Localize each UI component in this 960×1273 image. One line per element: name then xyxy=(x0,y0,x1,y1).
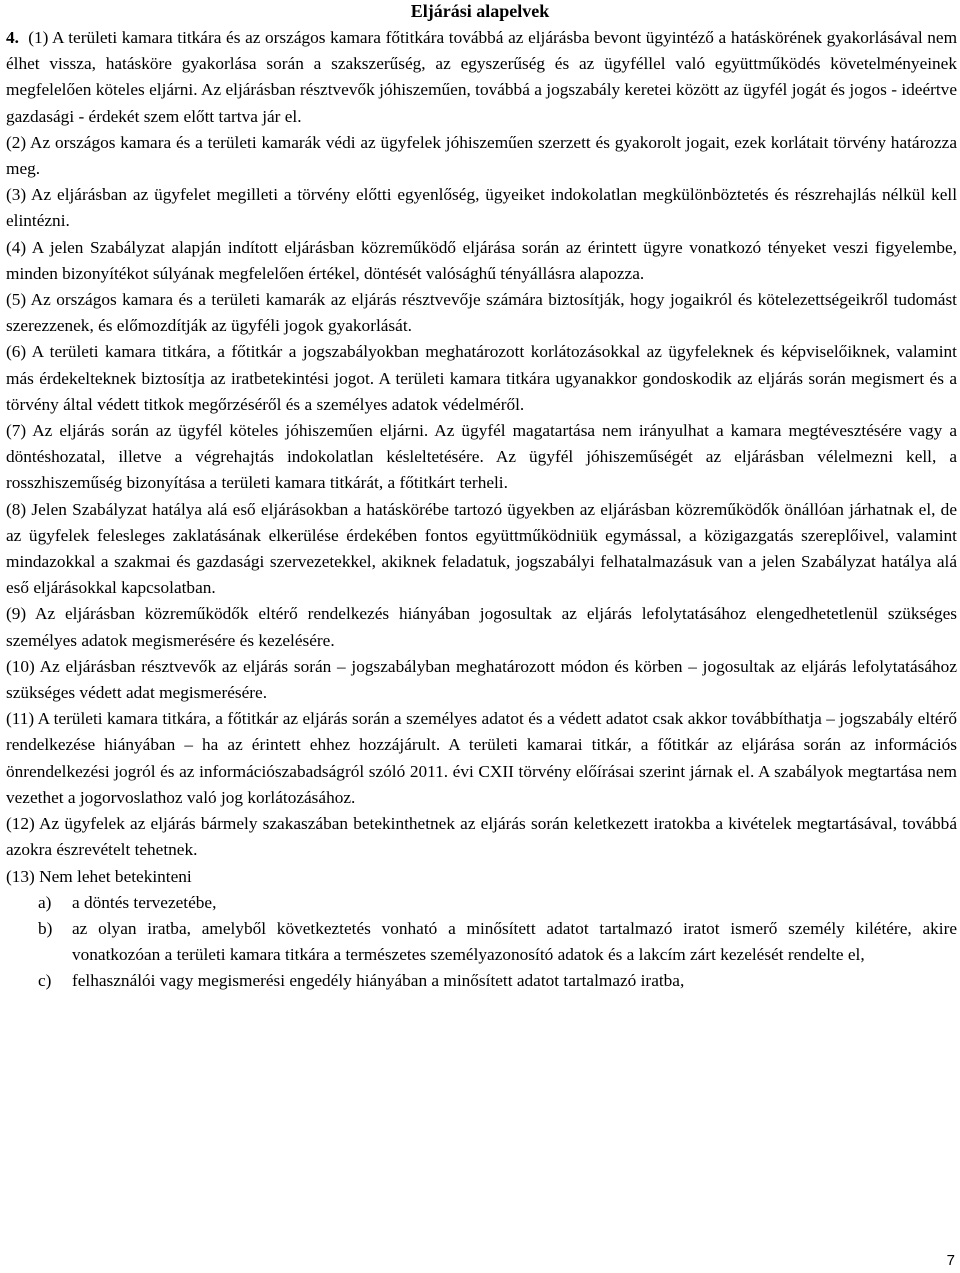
paragraph-13: (13) Nem lehet betekinteni xyxy=(6,866,192,886)
paragraph-10: (10) Az eljárásban résztvevők az eljárás során – jogszabályban meghatározott módon és körben – jogosultak az eljárás lefolytatásához szükséges védett adat megismerésére. xyxy=(6,656,957,703)
paragraph-1-text: (1) A területi kamara titkára és az országos kamara főtitkára továbbá az eljárásba bevont ügyintéző a hatáskörének gyakorlásával nem élhet vissza, hatásköre gyakorlása során a szakszerűség, az egyszerűség és az ügyféllel való együttműködés követelményeinek megfelelően köteles eljárni. Az eljárásban résztvevők jóhiszeműen, továbbá a jogszabály keretei között az ügyfél jogát és jogos - ideértve gazdasági - érdekét szem előtt tartva jár el. xyxy=(6,28,958,126)
paragraph-2: (2) Az országos kamara és a területi kamarák védi az ügyfelek jóhiszeműen szerzett és gyakorolt jogait, ezek korlátait törvény határozza meg. xyxy=(6,132,957,179)
document-body xyxy=(6,25,957,995)
list-item-text: felhasználói vagy megismerési engedély hiányában a minősített adatot tartalmazó iratba, xyxy=(72,971,685,991)
paragraph-9: (9) Az eljárásban közreműködők eltérő rendelkezés hiányában jogosultak az eljárás lefolytatásához elengedhetetlenül szükséges személyes adatok megismerésére és kezelésére. xyxy=(6,604,957,650)
section-number: 4. xyxy=(6,28,19,47)
list-item xyxy=(6,890,957,916)
page-number: 7 xyxy=(946,1252,955,1269)
list-item xyxy=(6,968,957,994)
paragraph-11: (11) A területi kamara titkára, a főtitkár az eljárás során a személyes adatot és a védett adatot csak akkor továbbíthatja – jogszabály eltérő rendelkezése hiányában – ha az érintett ehhez hozzájárult. A területi kamarai titkár, a főtitkár az eljárása során az információs önrendelkezési jogról és az információszabadságról szóló 2011. évi CXII törvény előírásai szerint járnak el. A szabályok megtartása nem vezethet a jogorvoslathoz való jog korlátozásához. xyxy=(6,709,957,807)
list-item-letter: b) xyxy=(38,918,53,938)
paragraph-7: (7) Az eljárás során az ügyfél köteles jóhiszeműen eljárni. Az ügyfél magatartása nem irányulhat a kamara megtévesztésére vagy a döntéshozatal, illetve a végrehajtás indokolatlan késleltetésére. Az ügyfél jóhiszeműségét az eljárásban vélelmezni kell, a rosszhiszeműség bizonyítása a területi kamara titkárát, a főtitkárt terheli. xyxy=(6,421,957,493)
list-item-text: az olyan iratba, amelyből következtetés vonható a minősített adatot tartalmazó iratot ismerő személy kilétére, akire vonatkozóan a területi kamara titkára a természetes személyazonosító adatok és a lakcím zárt kezelését rendelte el, xyxy=(72,918,957,965)
list-item-letter: a) xyxy=(38,892,52,912)
exception-list xyxy=(6,890,957,995)
paragraph-5: (5) Az országos kamara és a területi kamarák az eljárás résztvevője számára biztosítják, hogy jogaikról és kötelezettségeikről tudomást szerezzenek, és előmozdítják az ügyféli jogok gyakorlását. xyxy=(6,290,957,336)
page-title: Eljárási alapelvek xyxy=(410,1,550,21)
list-item xyxy=(6,916,957,968)
paragraph-3: (3) Az eljárásban az ügyfelet megilleti a törvény előtti egyenlőség, ügyeiket indokolatlan megkülönböztetés és részrehajlás nélkül kell elintézni. xyxy=(6,185,957,231)
list-item-text: a döntés tervezetébe, xyxy=(72,892,217,912)
paragraph-6: (6) A területi kamara titkára, a főtitkár a jogszabályokban meghatározott korlátozásokkal az ügyfeleknek és képviselőiknek, valamint más érdekelteknek biztosítja az iratbetekintési jogot. A területi kamara titkára ugyanakkor gondoskodik az eljárás során megismert és a törvény által védett titkok megőrzéséről és a személyes adatok védelméről. xyxy=(6,342,957,414)
paragraph-1 xyxy=(6,25,957,130)
paragraph-12: (12) Az ügyfelek az eljárás bármely szakaszában betekinthetnek az eljárás során keletkezett iratokba a kivételek megtartásával, továbbá azokra észrevételt tehetnek. xyxy=(6,814,957,860)
paragraph-4: (4) A jelen Szabályzat alapján indított eljárásban közreműködő eljárása során az érintett ügyre vonatkozó tényeket veszi figyelembe, minden bizonyítékot súlyának megfelelően értékel, döntését valósághű tényállásra alapozza. xyxy=(6,237,957,283)
list-item-letter: c) xyxy=(38,971,52,991)
paragraph-8: (8) Jelen Szabályzat hatálya alá eső eljárásokban a hatáskörébe tartozó ügyekben az eljárásban közreműködők önállóan járhatnak el, de az ügyfelek felesleges zaklatásának elkerülése érdekében fontos együttműködniük egymással, a közigazgatás szereplőivel, valamint mindazokkal a szakmai és gazdasági szervezetekkel, akiknek feladatuk, jogszabályi felhatalmazásuk van a jelen Szabályzat hatálya alá eső eljárásokkal kapcsolatban. xyxy=(6,499,957,598)
